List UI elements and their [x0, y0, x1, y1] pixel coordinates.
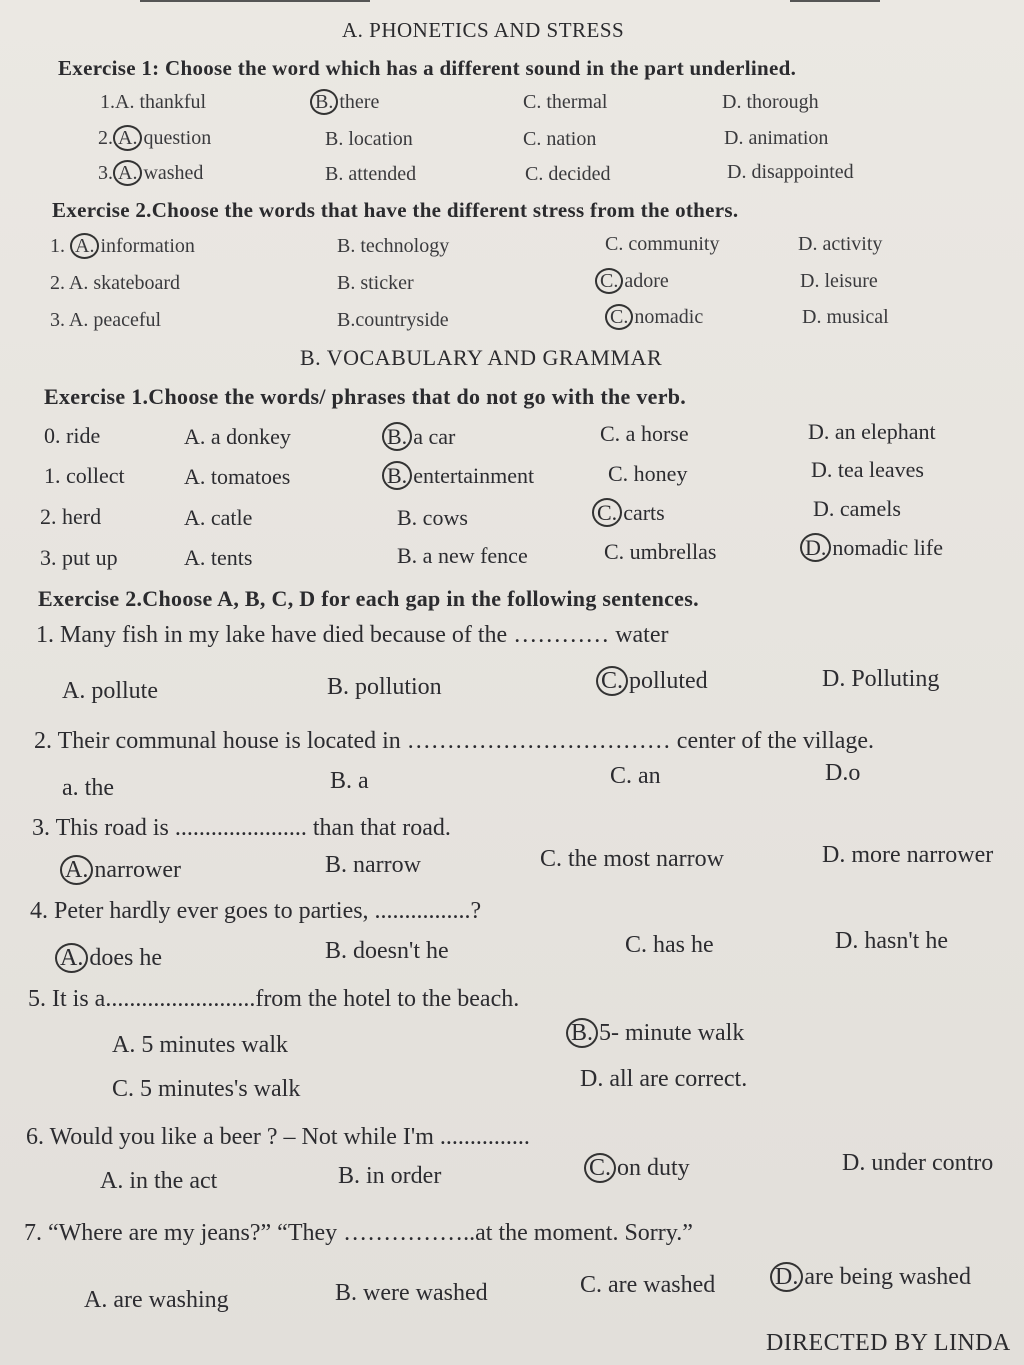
- a-ex1-title: Exercise 1: Choose the word which has a different sound in the part underlined.: [58, 56, 797, 80]
- answer-circle: C.: [592, 498, 622, 527]
- answer-circle: C.: [605, 304, 633, 330]
- a-ex1-q2-option-a: 2. A. question: [98, 127, 212, 149]
- answer-circle: A.: [70, 233, 99, 259]
- answer-circle: A.: [113, 160, 142, 186]
- answer-circle: A.: [55, 943, 88, 973]
- b-ex2-q5-option-a: A. 5 minutes walk: [112, 1032, 288, 1058]
- b-ex2-q6-option-b: B. in order: [338, 1163, 442, 1189]
- b-ex2-title: Exercise 2.Choose A, B, C, D for each gap in the following sentences.: [38, 586, 699, 611]
- b-ex1-row3-option-b: B. a new fence: [397, 543, 528, 568]
- a-ex1-q1-option-d: D. thorough: [722, 91, 819, 113]
- b-ex2-q6-option-c: C. on duty: [584, 1155, 690, 1182]
- b-ex1-row1-option-b: B. entertainment: [382, 463, 534, 489]
- section-a-title: A. PHONETICS AND STRESS: [342, 18, 625, 42]
- answer-circle: D.: [770, 1262, 803, 1292]
- b-ex2-q1-option-b: B. pollution: [327, 674, 442, 700]
- b-ex2-q6-option-d: D. under contro: [842, 1150, 994, 1176]
- b-ex2-q2-stem: 2. Their communal house is located in …………………………… center of the village.: [34, 728, 875, 754]
- a-ex2-q2-option-b: B. sticker: [337, 272, 414, 294]
- b-ex2-q2-option-d: D.o: [825, 760, 861, 786]
- b-ex1-row2-option-b: B. cows: [397, 505, 468, 530]
- b-ex1-row2-option-d: D. camels: [813, 496, 901, 521]
- answer-circle: C.: [584, 1153, 616, 1183]
- b-ex1-verb-0: 0. ride: [44, 423, 101, 448]
- b-ex1-row2-option-a: A. catle: [184, 505, 253, 530]
- a-ex1-q3-option-c: C. decided: [525, 163, 611, 185]
- b-ex2-q1-option-a: A. pollute: [62, 678, 158, 704]
- a-ex2-q1-option-d: D. activity: [798, 233, 883, 255]
- b-ex1-row1-option-d: D. tea leaves: [811, 457, 924, 482]
- b-ex1-verb-1: 1. collect: [44, 463, 125, 488]
- a-ex2-q3-option-a: 3. A. peaceful: [50, 309, 162, 331]
- a-ex1-q3-option-d: D. disappointed: [727, 161, 854, 183]
- footer-credit: DIRECTED BY LINDA: [766, 1330, 1011, 1356]
- a-ex2-title: Exercise 2.Choose the words that have the different stress from the others.: [52, 198, 739, 222]
- b-ex2-q7-option-d: D. are being washed: [770, 1264, 971, 1291]
- answer-circle: A.: [60, 855, 93, 885]
- a-ex1-q1-option-c: C. thermal: [523, 91, 608, 113]
- b-ex1-row3-option-d: D. nomadic life: [800, 535, 943, 561]
- b-ex2-q2-option-c: C. an: [610, 763, 661, 789]
- answer-circle: A.: [113, 125, 142, 151]
- b-ex2-q4-option-d: D. hasn't he: [835, 928, 948, 954]
- b-ex1-row1-option-c: C. honey: [608, 461, 688, 486]
- answer-circle: B.: [382, 461, 412, 490]
- b-ex2-q7-stem: 7. “Where are my jeans?” “They ……………..at the moment. Sorry.”: [24, 1220, 693, 1246]
- a-ex1-q2-option-c: C. nation: [523, 128, 597, 150]
- a-ex2-q1-option-a: 1. A. information: [50, 235, 195, 257]
- b-ex2-q5-option-c: C. 5 minutes's walk: [112, 1076, 301, 1102]
- a-ex2-q2-option-a: 2. A. skateboard: [50, 272, 180, 294]
- b-ex2-q3-option-a: A. narrower: [60, 857, 181, 884]
- b-ex2-q6-option-a: A. in the act: [100, 1168, 218, 1194]
- answer-circle: B.: [566, 1018, 598, 1048]
- b-ex2-q3-option-b: B. narrow: [325, 852, 421, 878]
- b-ex2-q7-option-b: B. were washed: [335, 1280, 488, 1306]
- b-ex2-q4-option-c: C. has he: [625, 932, 714, 958]
- b-ex2-q1-option-d: D. Polluting: [822, 666, 940, 692]
- a-ex1-q3-option-a: 3. A. washed: [98, 162, 204, 184]
- a-ex1-q3-option-b: B. attended: [325, 163, 417, 185]
- b-ex1-row2-option-c: C. carts: [592, 500, 665, 526]
- top-rule-left: [140, 0, 370, 6]
- a-ex2-q3-option-c: C. nomadic: [605, 306, 703, 329]
- answer-circle: B.: [382, 422, 412, 451]
- b-ex2-q7-option-c: C. are washed: [580, 1272, 716, 1298]
- b-ex1-verb-3: 3. put up: [40, 545, 118, 570]
- section-b-title: B. VOCABULARY AND GRAMMAR: [300, 345, 663, 370]
- b-ex2-q1-option-c: C. polluted: [596, 668, 708, 695]
- answer-circle: B.: [310, 89, 338, 115]
- a-ex2-q2-option-d: D. leisure: [800, 270, 878, 292]
- b-ex2-q5-stem: 5. It is a.........................from the hotel to the beach.: [28, 986, 520, 1012]
- a-ex1-q2-option-b: B. location: [325, 128, 413, 150]
- b-ex2-q6-stem: 6. Would you like a beer ? – Not while I'm ...............: [26, 1124, 530, 1150]
- b-ex1-row3-option-a: A. tents: [184, 545, 253, 570]
- b-ex2-q7-option-a: A. are washing: [84, 1287, 229, 1313]
- b-ex2-q4-option-a: A. does he: [55, 945, 162, 972]
- a-ex1-q2-option-d: D. animation: [724, 127, 829, 149]
- a-ex2-q2-option-c: C. adore: [595, 270, 669, 293]
- a-ex2-q3-option-d: D. musical: [802, 306, 889, 328]
- a-ex1-q1-option-a: 1.A. thankful: [100, 91, 207, 113]
- b-ex1-row0-option-c: C. a horse: [600, 421, 689, 446]
- b-ex2-q4-stem: 4. Peter hardly ever goes to parties, ................?: [30, 898, 482, 924]
- b-ex2-q2-option-a: a. the: [62, 775, 114, 801]
- a-ex2-q1-option-b: B. technology: [337, 235, 450, 257]
- b-ex2-q5-option-d: D. all are correct.: [580, 1066, 748, 1092]
- a-ex2-q3-option-b: B.countryside: [337, 309, 449, 331]
- b-ex1-verb-2: 2. herd: [40, 504, 102, 529]
- b-ex2-q3-stem: 3. This road is ...................... than that road.: [32, 815, 451, 841]
- b-ex1-title: Exercise 1.Choose the words/ phrases that do not go with the verb.: [44, 384, 687, 409]
- top-rule-right: [790, 0, 880, 6]
- b-ex1-row0-option-b: B. a car: [382, 424, 455, 450]
- b-ex2-q4-option-b: B. doesn't he: [325, 938, 449, 964]
- b-ex1-row0-option-d: D. an elephant: [808, 419, 936, 444]
- b-ex1-row0-option-a: A. a donkey: [184, 424, 291, 449]
- answer-circle: C.: [596, 666, 628, 696]
- b-ex1-row1-option-a: A. tomatoes: [184, 464, 291, 489]
- b-ex2-q5-option-b: B. 5- minute walk: [566, 1020, 744, 1047]
- b-ex2-q3-option-d: D. more narrower: [822, 842, 994, 868]
- b-ex2-q3-option-c: C. the most narrow: [540, 846, 724, 872]
- answer-circle: C.: [595, 268, 623, 294]
- a-ex2-q1-option-c: C. community: [605, 233, 720, 255]
- b-ex2-q2-option-b: B. a: [330, 768, 369, 794]
- b-ex2-q1-stem: 1. Many fish in my lake have died because of the ………… water: [36, 622, 669, 648]
- a-ex1-q1-option-b: B. there: [310, 91, 379, 114]
- answer-circle: D.: [800, 533, 831, 562]
- b-ex1-row3-option-c: C. umbrellas: [604, 539, 717, 564]
